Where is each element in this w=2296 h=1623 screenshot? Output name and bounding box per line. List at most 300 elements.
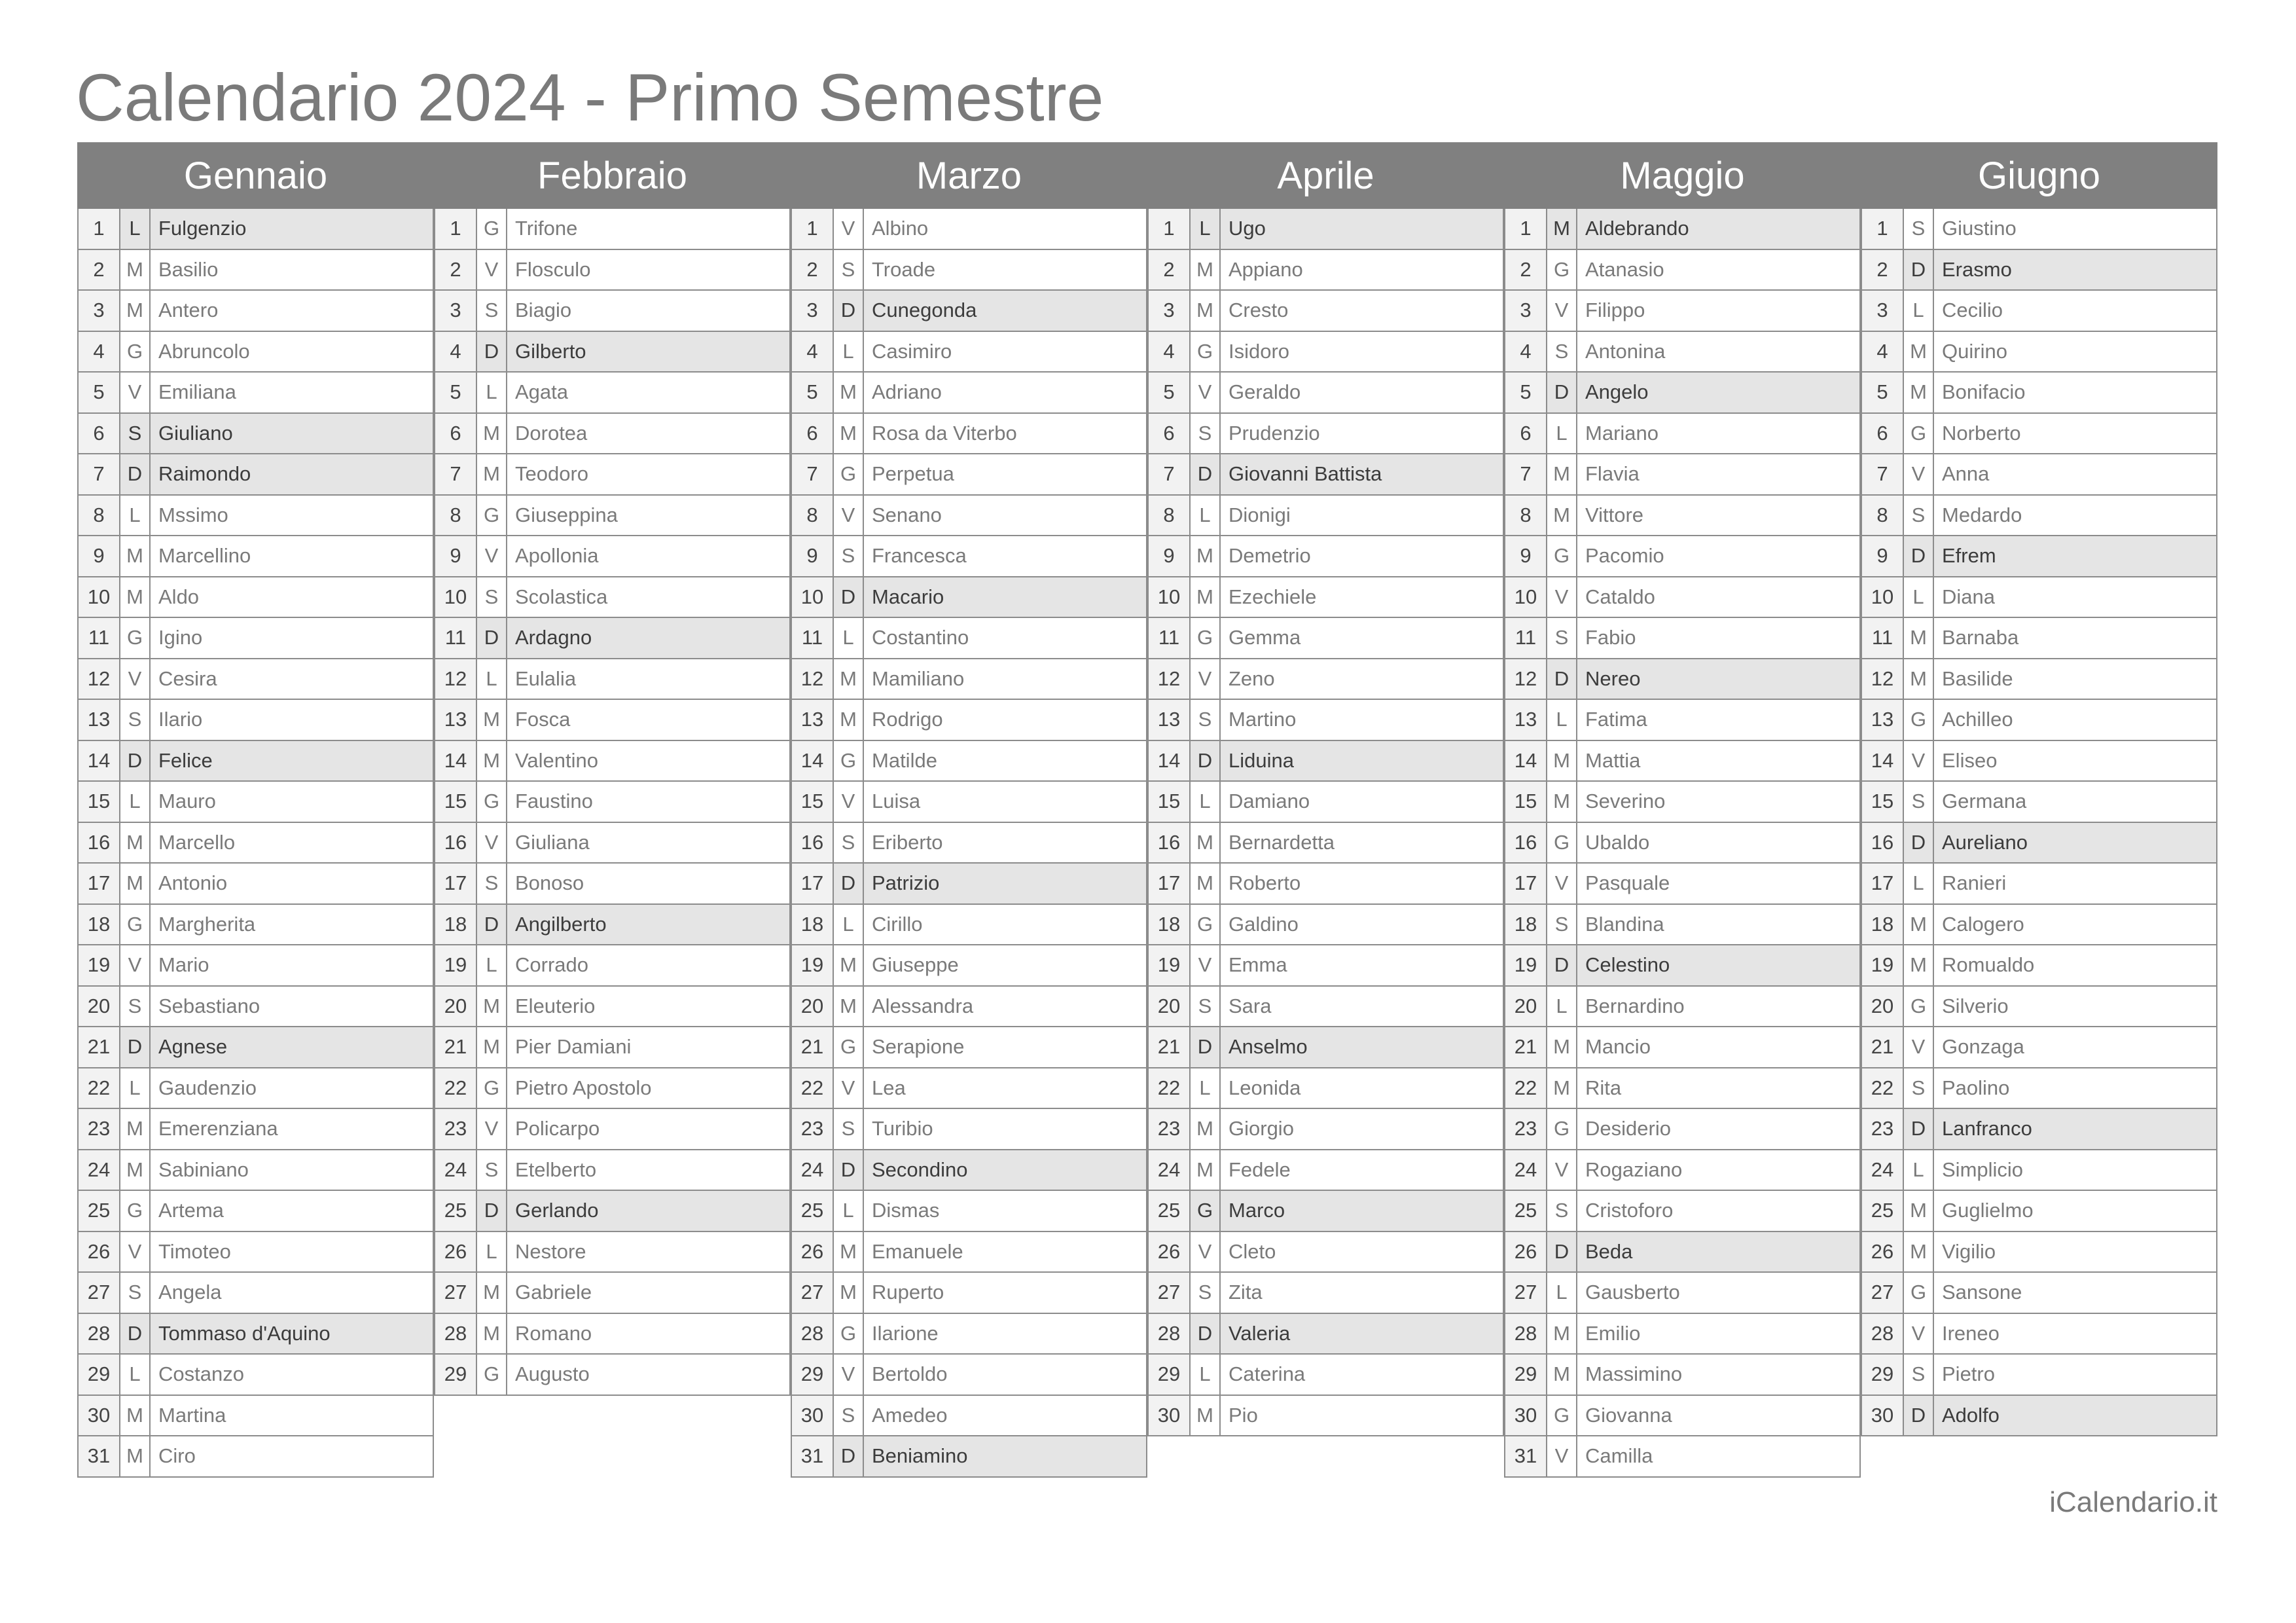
saint-name: Dionigi <box>1221 496 1504 536</box>
day-row-holiday <box>434 332 791 373</box>
day-row <box>434 782 791 823</box>
day-number: 15 <box>1147 782 1191 822</box>
weekday-letter: L <box>1547 987 1577 1027</box>
day-number: 29 <box>1147 1355 1191 1395</box>
day-row <box>791 414 1147 455</box>
day-number: 2 <box>434 250 477 290</box>
day-row <box>791 1273 1147 1314</box>
saint-name: Macario <box>864 577 1147 617</box>
day-row-holiday <box>434 618 791 659</box>
day-number: 1 <box>1147 209 1191 249</box>
weekday-letter: L <box>1191 1068 1221 1108</box>
weekday-letter: S <box>477 864 507 903</box>
saint-name: Ruperto <box>864 1273 1147 1313</box>
saint-name: Rodrigo <box>864 700 1147 740</box>
day-row <box>791 1191 1147 1232</box>
weekday-letter: L <box>477 659 507 699</box>
day-number: 14 <box>77 741 120 781</box>
weekday-letter: S <box>120 1273 151 1313</box>
day-number: 14 <box>791 741 834 781</box>
weekday-letter: V <box>834 496 864 536</box>
day-row <box>791 1027 1147 1068</box>
saint-name: Diana <box>1934 577 2217 617</box>
day-list <box>434 209 791 1396</box>
weekday-letter: L <box>120 1355 151 1395</box>
saint-name: Etelberto <box>507 1150 791 1190</box>
weekday-letter: G <box>1191 332 1221 372</box>
day-number: 21 <box>1504 1027 1547 1067</box>
day-row-holiday <box>1861 823 2217 864</box>
day-number: 29 <box>77 1355 120 1395</box>
day-row <box>1147 332 1504 373</box>
saint-name: Emiliana <box>151 373 434 412</box>
day-number: 4 <box>434 332 477 372</box>
calendar-grid <box>77 142 2217 1478</box>
day-row-holiday <box>1504 1232 1861 1273</box>
day-row <box>791 454 1147 496</box>
day-row-holiday <box>1147 209 1504 250</box>
day-number: 22 <box>1504 1068 1547 1108</box>
day-row <box>1147 864 1504 905</box>
weekday-letter: M <box>120 1396 151 1436</box>
saint-name: Ardagno <box>507 618 791 658</box>
month-column-aprile <box>1147 142 1504 1478</box>
day-row-holiday <box>434 905 791 946</box>
saint-name: Celestino <box>1577 945 1861 985</box>
day-number: 8 <box>1504 496 1547 536</box>
day-number: 10 <box>1504 577 1547 617</box>
saint-name: Aldebrando <box>1577 209 1861 249</box>
saint-name: Cresto <box>1221 291 1504 331</box>
saint-name: Giustino <box>1934 209 2217 249</box>
day-row <box>791 659 1147 701</box>
day-row <box>1504 618 1861 659</box>
saint-name: Cristoforo <box>1577 1191 1861 1231</box>
weekday-letter: G <box>477 496 507 536</box>
day-number: 8 <box>1147 496 1191 536</box>
weekday-letter: D <box>834 864 864 903</box>
saint-name: Senano <box>864 496 1147 536</box>
saint-name: Fabio <box>1577 618 1861 658</box>
saint-name: Biagio <box>507 291 791 331</box>
day-row <box>791 1068 1147 1110</box>
day-row <box>791 496 1147 537</box>
day-row-holiday <box>791 1150 1147 1192</box>
day-row <box>434 454 791 496</box>
day-row <box>791 1355 1147 1396</box>
weekday-letter: V <box>1904 454 1934 494</box>
weekday-letter: M <box>1191 577 1221 617</box>
saint-name: Angela <box>151 1273 434 1313</box>
day-row <box>1861 1150 2217 1192</box>
weekday-letter: D <box>834 1436 864 1476</box>
weekday-letter: G <box>477 1355 507 1395</box>
saint-name: Augusto <box>507 1355 791 1395</box>
day-row-holiday <box>1147 1314 1504 1355</box>
saint-name: Faustino <box>507 782 791 822</box>
day-row-holiday <box>77 454 434 496</box>
saint-name: Ranieri <box>1934 864 2217 903</box>
day-row <box>1504 250 1861 291</box>
day-number: 12 <box>1861 659 1904 699</box>
day-number: 28 <box>77 1314 120 1354</box>
month-column-gennaio <box>77 142 434 1478</box>
day-row <box>434 209 791 250</box>
day-row <box>1504 414 1861 455</box>
saint-name: Zita <box>1221 1273 1504 1313</box>
weekday-letter: S <box>1547 332 1577 372</box>
weekday-letter: V <box>1191 1232 1221 1272</box>
weekday-letter: M <box>120 1150 151 1190</box>
weekday-letter: M <box>1191 1109 1221 1149</box>
day-row <box>1861 1314 2217 1355</box>
day-row <box>77 250 434 291</box>
day-row <box>1861 496 2217 537</box>
day-number: 15 <box>791 782 834 822</box>
saint-name: Atanasio <box>1577 250 1861 290</box>
saint-name: Raimondo <box>151 454 434 494</box>
day-row <box>434 1314 791 1355</box>
day-row <box>1861 1232 2217 1273</box>
day-row <box>1504 1436 1861 1478</box>
saint-name: Giovanni Battista <box>1221 454 1504 494</box>
saint-name: Pio <box>1221 1396 1504 1436</box>
weekday-letter: V <box>1191 945 1221 985</box>
saint-name: Flosculo <box>507 250 791 290</box>
saint-name: Guglielmo <box>1934 1191 2217 1231</box>
weekday-letter: M <box>1904 945 1934 985</box>
weekday-letter: M <box>120 1109 151 1149</box>
day-number: 17 <box>1861 864 1904 903</box>
day-row <box>77 1191 434 1232</box>
day-row-holiday <box>1147 454 1504 496</box>
saint-name: Cesira <box>151 659 434 699</box>
saint-name: Vittore <box>1577 496 1861 536</box>
weekday-letter: D <box>1191 454 1221 494</box>
weekday-letter: G <box>1904 414 1934 454</box>
day-number: 26 <box>77 1232 120 1272</box>
month-header: Marzo <box>791 142 1147 209</box>
saint-name: Pacomio <box>1577 536 1861 576</box>
weekday-letter: V <box>477 823 507 863</box>
saint-name: Gemma <box>1221 618 1504 658</box>
day-row <box>791 945 1147 987</box>
weekday-letter: G <box>1547 1396 1577 1436</box>
month-column-giugno <box>1861 142 2217 1478</box>
weekday-letter: S <box>834 823 864 863</box>
weekday-letter: S <box>834 536 864 576</box>
day-number: 4 <box>77 332 120 372</box>
day-number: 16 <box>77 823 120 863</box>
weekday-letter: V <box>834 782 864 822</box>
weekday-letter: G <box>120 618 151 658</box>
weekday-letter: M <box>1191 1396 1221 1436</box>
saint-name: Troade <box>864 250 1147 290</box>
weekday-letter: V <box>834 1355 864 1395</box>
weekday-letter: M <box>834 659 864 699</box>
day-row-holiday <box>1504 659 1861 701</box>
day-row-holiday <box>1861 1109 2217 1150</box>
day-row <box>1504 536 1861 577</box>
day-row-holiday <box>1147 1191 1504 1232</box>
saint-name: Mauro <box>151 782 434 822</box>
day-row <box>791 209 1147 250</box>
day-row <box>1861 454 2217 496</box>
day-number: 12 <box>434 659 477 699</box>
day-row <box>77 864 434 905</box>
day-row <box>1861 1027 2217 1068</box>
day-row <box>434 1150 791 1192</box>
weekday-letter: S <box>834 1396 864 1436</box>
day-row <box>77 1150 434 1192</box>
weekday-letter: V <box>834 1068 864 1108</box>
day-number: 28 <box>434 1314 477 1354</box>
day-row <box>434 414 791 455</box>
day-number: 21 <box>77 1027 120 1067</box>
weekday-letter: M <box>834 1273 864 1313</box>
day-number: 27 <box>791 1273 834 1313</box>
day-row <box>1504 1355 1861 1396</box>
day-number: 23 <box>1861 1109 1904 1149</box>
saint-name: Aldo <box>151 577 434 617</box>
saint-name: Teodoro <box>507 454 791 494</box>
saint-name: Trifone <box>507 209 791 249</box>
day-row <box>1147 700 1504 741</box>
saint-name: Ubaldo <box>1577 823 1861 863</box>
weekday-letter: S <box>120 700 151 740</box>
day-row <box>1147 1150 1504 1192</box>
day-number: 28 <box>1861 1314 1904 1354</box>
day-number: 30 <box>1504 1396 1547 1436</box>
weekday-letter: V <box>477 1109 507 1149</box>
day-number: 18 <box>1861 905 1904 945</box>
saint-name: Antero <box>151 291 434 331</box>
day-number: 17 <box>791 864 834 903</box>
day-number: 18 <box>77 905 120 945</box>
weekday-letter: M <box>1547 1027 1577 1067</box>
saint-name: Abruncolo <box>151 332 434 372</box>
saint-name: Beda <box>1577 1232 1861 1272</box>
saint-name: Artema <box>151 1191 434 1231</box>
day-row <box>77 700 434 741</box>
day-row <box>1504 496 1861 537</box>
day-number: 1 <box>77 209 120 249</box>
day-number: 4 <box>1504 332 1547 372</box>
weekday-letter: V <box>1547 864 1577 903</box>
weekday-letter: M <box>477 1273 507 1313</box>
weekday-letter: G <box>120 1191 151 1231</box>
saint-name: Ezechiele <box>1221 577 1504 617</box>
day-row <box>791 1232 1147 1273</box>
day-number: 25 <box>1147 1191 1191 1231</box>
saint-name: Isidoro <box>1221 332 1504 372</box>
day-number: 5 <box>434 373 477 412</box>
day-row <box>77 1355 434 1396</box>
day-number: 23 <box>791 1109 834 1149</box>
weekday-letter: M <box>1547 1314 1577 1354</box>
day-number: 6 <box>1147 414 1191 454</box>
day-number: 24 <box>791 1150 834 1190</box>
day-number: 22 <box>77 1068 120 1108</box>
day-number: 30 <box>77 1396 120 1436</box>
saint-name: Efrem <box>1934 536 2217 576</box>
day-number: 30 <box>1147 1396 1191 1436</box>
day-number: 7 <box>791 454 834 494</box>
day-number: 1 <box>1504 209 1547 249</box>
weekday-letter: M <box>477 987 507 1027</box>
saint-name: Norberto <box>1934 414 2217 454</box>
weekday-letter: M <box>1904 618 1934 658</box>
day-number: 16 <box>1147 823 1191 863</box>
weekday-letter: S <box>834 250 864 290</box>
day-number: 20 <box>1861 987 1904 1027</box>
weekday-letter: D <box>1547 1232 1577 1272</box>
weekday-letter: L <box>120 782 151 822</box>
saint-name: Fosca <box>507 700 791 740</box>
day-number: 22 <box>1147 1068 1191 1108</box>
day-number: 9 <box>77 536 120 576</box>
day-row <box>1147 250 1504 291</box>
saint-name: Pietro Apostolo <box>507 1068 791 1108</box>
day-row <box>791 700 1147 741</box>
day-row <box>1147 1396 1504 1437</box>
day-row <box>434 373 791 414</box>
saint-name: Giuliana <box>507 823 791 863</box>
weekday-letter: M <box>477 1027 507 1067</box>
saint-name: Nestore <box>507 1232 791 1272</box>
day-number: 17 <box>434 864 477 903</box>
day-row <box>1147 823 1504 864</box>
weekday-letter: M <box>477 741 507 781</box>
day-row <box>77 823 434 864</box>
saint-name: Giuseppina <box>507 496 791 536</box>
saint-name: Giovanna <box>1577 1396 1861 1436</box>
day-number: 12 <box>791 659 834 699</box>
day-number: 26 <box>1504 1232 1547 1272</box>
day-number: 17 <box>77 864 120 903</box>
weekday-letter: M <box>120 536 151 576</box>
saint-name: Massimino <box>1577 1355 1861 1395</box>
day-row <box>1861 987 2217 1028</box>
day-number: 10 <box>77 577 120 617</box>
day-number: 2 <box>1861 250 1904 290</box>
saint-name: Emilio <box>1577 1314 1861 1354</box>
day-row <box>434 700 791 741</box>
weekday-letter: M <box>1547 496 1577 536</box>
saint-name: Nereo <box>1577 659 1861 699</box>
day-number: 8 <box>1861 496 1904 536</box>
day-number: 28 <box>1504 1314 1547 1354</box>
saint-name: Liduina <box>1221 741 1504 781</box>
day-row <box>1504 987 1861 1028</box>
saint-name: Fatima <box>1577 700 1861 740</box>
day-number: 26 <box>1147 1232 1191 1272</box>
day-number: 5 <box>791 373 834 412</box>
weekday-letter: V <box>1547 577 1577 617</box>
month-column-febbraio <box>434 142 791 1478</box>
weekday-letter: G <box>1547 536 1577 576</box>
day-row <box>77 373 434 414</box>
footer-brand: iCalendario.it <box>2049 1486 2217 1518</box>
day-row-holiday <box>1504 209 1861 250</box>
weekday-letter: M <box>477 454 507 494</box>
day-number: 28 <box>1147 1314 1191 1354</box>
weekday-letter: V <box>1191 659 1221 699</box>
saint-name: Dismas <box>864 1191 1147 1231</box>
day-number: 18 <box>1147 905 1191 945</box>
saint-name: Martina <box>151 1396 434 1436</box>
day-number: 9 <box>434 536 477 576</box>
day-number: 3 <box>1861 291 1904 331</box>
weekday-letter: L <box>1904 291 1934 331</box>
saint-name: Bernardetta <box>1221 823 1504 863</box>
day-row-holiday <box>1147 741 1504 782</box>
weekday-letter: S <box>1191 700 1221 740</box>
day-number: 29 <box>1504 1355 1547 1395</box>
day-row <box>1861 577 2217 619</box>
day-number: 7 <box>434 454 477 494</box>
day-number: 13 <box>1147 700 1191 740</box>
day-row <box>791 1396 1147 1437</box>
day-number: 14 <box>1504 741 1547 781</box>
day-number: 30 <box>1861 1396 1904 1436</box>
day-row <box>1147 945 1504 987</box>
saint-name: Barnaba <box>1934 618 2217 658</box>
day-row-holiday <box>1147 1027 1504 1068</box>
day-number: 12 <box>1147 659 1191 699</box>
day-row <box>434 945 791 987</box>
weekday-letter: G <box>1547 1109 1577 1149</box>
day-row <box>1861 332 2217 373</box>
weekday-letter: V <box>477 250 507 290</box>
day-row <box>77 1068 434 1110</box>
day-number: 26 <box>434 1232 477 1272</box>
saint-name: Romualdo <box>1934 945 2217 985</box>
weekday-letter: M <box>1191 1150 1221 1190</box>
day-number: 11 <box>1861 618 1904 658</box>
saint-name: Sansone <box>1934 1273 2217 1313</box>
saint-name: Gerlando <box>507 1191 791 1231</box>
saint-name: Caterina <box>1221 1355 1504 1395</box>
saint-name: Patrizio <box>864 864 1147 903</box>
saint-name: Ugo <box>1221 209 1504 249</box>
weekday-letter: V <box>1547 291 1577 331</box>
saint-name: Fulgenzio <box>151 209 434 249</box>
weekday-letter: V <box>1547 1150 1577 1190</box>
day-row <box>434 1273 791 1314</box>
saint-name: Agata <box>507 373 791 412</box>
month-header: Febbraio <box>434 142 791 209</box>
weekday-letter: V <box>1904 1314 1934 1354</box>
weekday-letter: L <box>834 618 864 658</box>
day-row-holiday <box>77 209 434 250</box>
day-number: 29 <box>434 1355 477 1395</box>
day-row-holiday <box>1504 373 1861 414</box>
saint-name: Cunegonda <box>864 291 1147 331</box>
saint-name: Mancio <box>1577 1027 1861 1067</box>
day-number: 28 <box>791 1314 834 1354</box>
weekday-letter: M <box>1547 782 1577 822</box>
day-number: 19 <box>77 945 120 985</box>
saint-name: Alessandra <box>864 987 1147 1027</box>
day-number: 1 <box>434 209 477 249</box>
weekday-letter: M <box>1904 905 1934 945</box>
weekday-letter: M <box>120 864 151 903</box>
day-row <box>434 1027 791 1068</box>
weekday-letter: M <box>477 700 507 740</box>
day-number: 26 <box>791 1232 834 1272</box>
day-number: 22 <box>434 1068 477 1108</box>
